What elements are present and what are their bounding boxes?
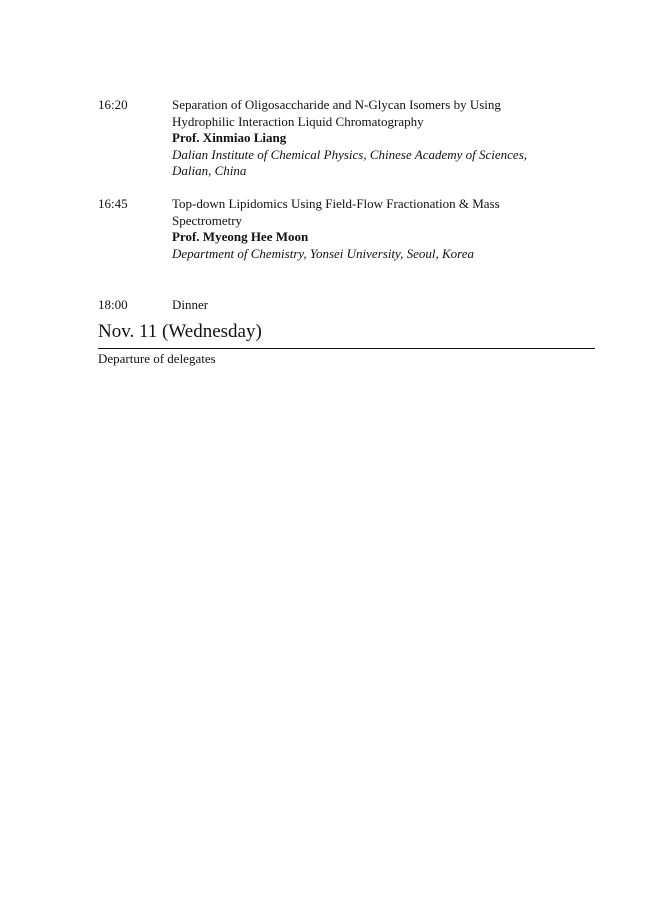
talk-title-line: Top-down Lipidomics Using Field-Flow Fractionation & Mass bbox=[172, 196, 500, 211]
session-title: Dinner bbox=[172, 297, 209, 312]
session-time: 18:00 bbox=[98, 297, 128, 312]
talk-title-line: Hydrophilic Interaction Liquid Chromatography bbox=[172, 113, 424, 129]
day-heading: Nov. 11 (Wednesday) bbox=[98, 321, 262, 342]
talk-title-line: Spectrometry bbox=[172, 212, 243, 228]
session-time: 16:20 bbox=[98, 97, 128, 112]
day-note: Departure of delegates bbox=[98, 351, 216, 366]
speaker-name: Prof. Myeong Hee Moon bbox=[172, 229, 309, 244]
session-details bbox=[172, 196, 612, 262]
speaker-affiliation-line: Department of Chemistry, Yonsei University, Seoul, Korea bbox=[172, 245, 474, 261]
heading-divider bbox=[98, 348, 595, 349]
speaker-affiliation-line: Dalian, China bbox=[172, 163, 247, 178]
speaker-name: Prof. Xinmiao Liang bbox=[172, 130, 287, 145]
session-details bbox=[172, 97, 612, 180]
session-time: 16:45 bbox=[98, 196, 128, 211]
talk-title-line: Separation of Oligosaccharide and N-Glycan Isomers by Using bbox=[172, 97, 501, 112]
speaker-affiliation-line: Dalian Institute of Chemical Physics, Chinese Academy of Sciences, bbox=[172, 146, 528, 162]
session-details bbox=[172, 297, 612, 314]
